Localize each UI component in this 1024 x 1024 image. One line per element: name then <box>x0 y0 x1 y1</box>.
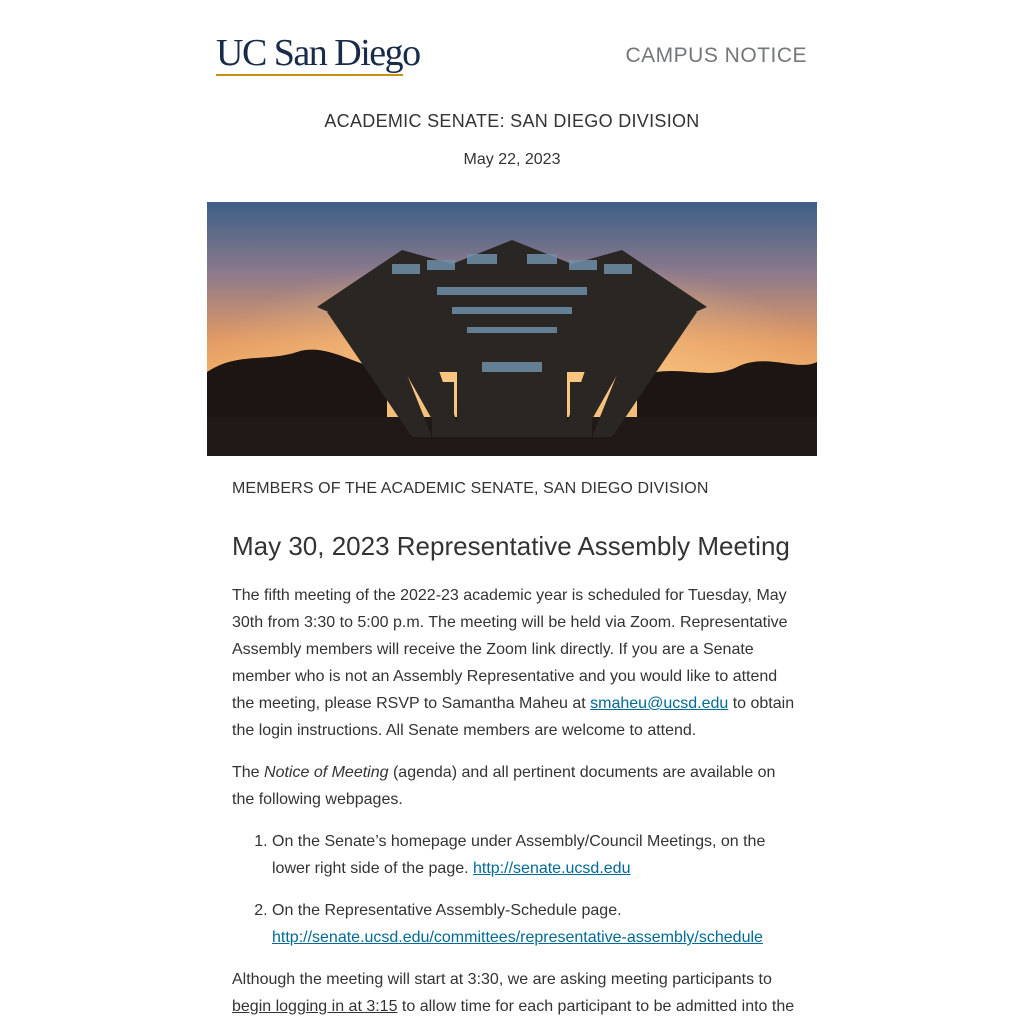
list-item <box>272 897 797 951</box>
notice-content <box>232 479 797 1020</box>
geisel-library-hero-image <box>207 202 817 456</box>
list-item-text: On the Representative Assembly-Schedule page. <box>272 902 622 919</box>
meeting-title: May 30, 2023 Representative Assembly Meeting <box>232 531 790 561</box>
paragraph-meeting-details <box>232 582 797 744</box>
paragraph-text: The <box>232 764 265 781</box>
paragraph-text: The fifth meeting of the 2022-23 academic year is scheduled for Tuesday, May 30th from 3:30 to 5:00 p.m. The meeting will be held via Zoom. Representative Assembly members will receive the Zoom link directly. If you are a Senate member who is not an Assembly Representative and you would like to attend the meeting, please RSVP to Samantha Maheu at <box>232 587 788 712</box>
paragraph-text: to allow time for each participant to be admitted into the <box>397 998 795 1015</box>
paragraph-text: (agenda) and all pertinent documents are available on the following webpages. <box>232 764 776 808</box>
notice-date: May 22, 2023 <box>463 151 561 168</box>
paragraph-text: to obtain the login instructions. All Senate members are welcome to attend. <box>232 695 795 739</box>
logo-wordmark: UC San Diego <box>216 32 420 74</box>
email-link[interactable]: smaheu@ucsd.edu <box>590 695 729 712</box>
list-item <box>272 828 797 882</box>
list-item-text: On the Senate’s homepage under Assembly/Council Meetings, on the lower right side of the page. <box>272 833 766 877</box>
paragraph-text: Although the meeting will start at 3:30, we are asking meeting participants to <box>232 971 772 988</box>
assembly-schedule-link[interactable]: http://senate.ucsd.edu/committees/representative-assembly/schedule <box>272 929 763 946</box>
senate-homepage-link[interactable]: http://senate.ucsd.edu <box>473 860 631 877</box>
documents-list <box>232 828 797 951</box>
notice-of-meeting-italic: Notice of Meeting <box>264 764 389 781</box>
logo-underline <box>216 74 403 76</box>
login-time-emphasis: begin logging in at 3:15 <box>232 998 398 1015</box>
campus-notice-label: CAMPUS NOTICE <box>625 44 807 67</box>
paragraph-login <box>232 966 797 1020</box>
paragraph-documents <box>232 759 797 813</box>
uc-san-diego-logo[interactable] <box>216 32 420 78</box>
division-title: ACADEMIC SENATE: SAN DIEGO DIVISION <box>324 111 700 131</box>
notice-header <box>207 30 817 86</box>
audience-line: MEMBERS OF THE ACADEMIC SENATE, SAN DIEGO DIVISION <box>232 480 709 497</box>
